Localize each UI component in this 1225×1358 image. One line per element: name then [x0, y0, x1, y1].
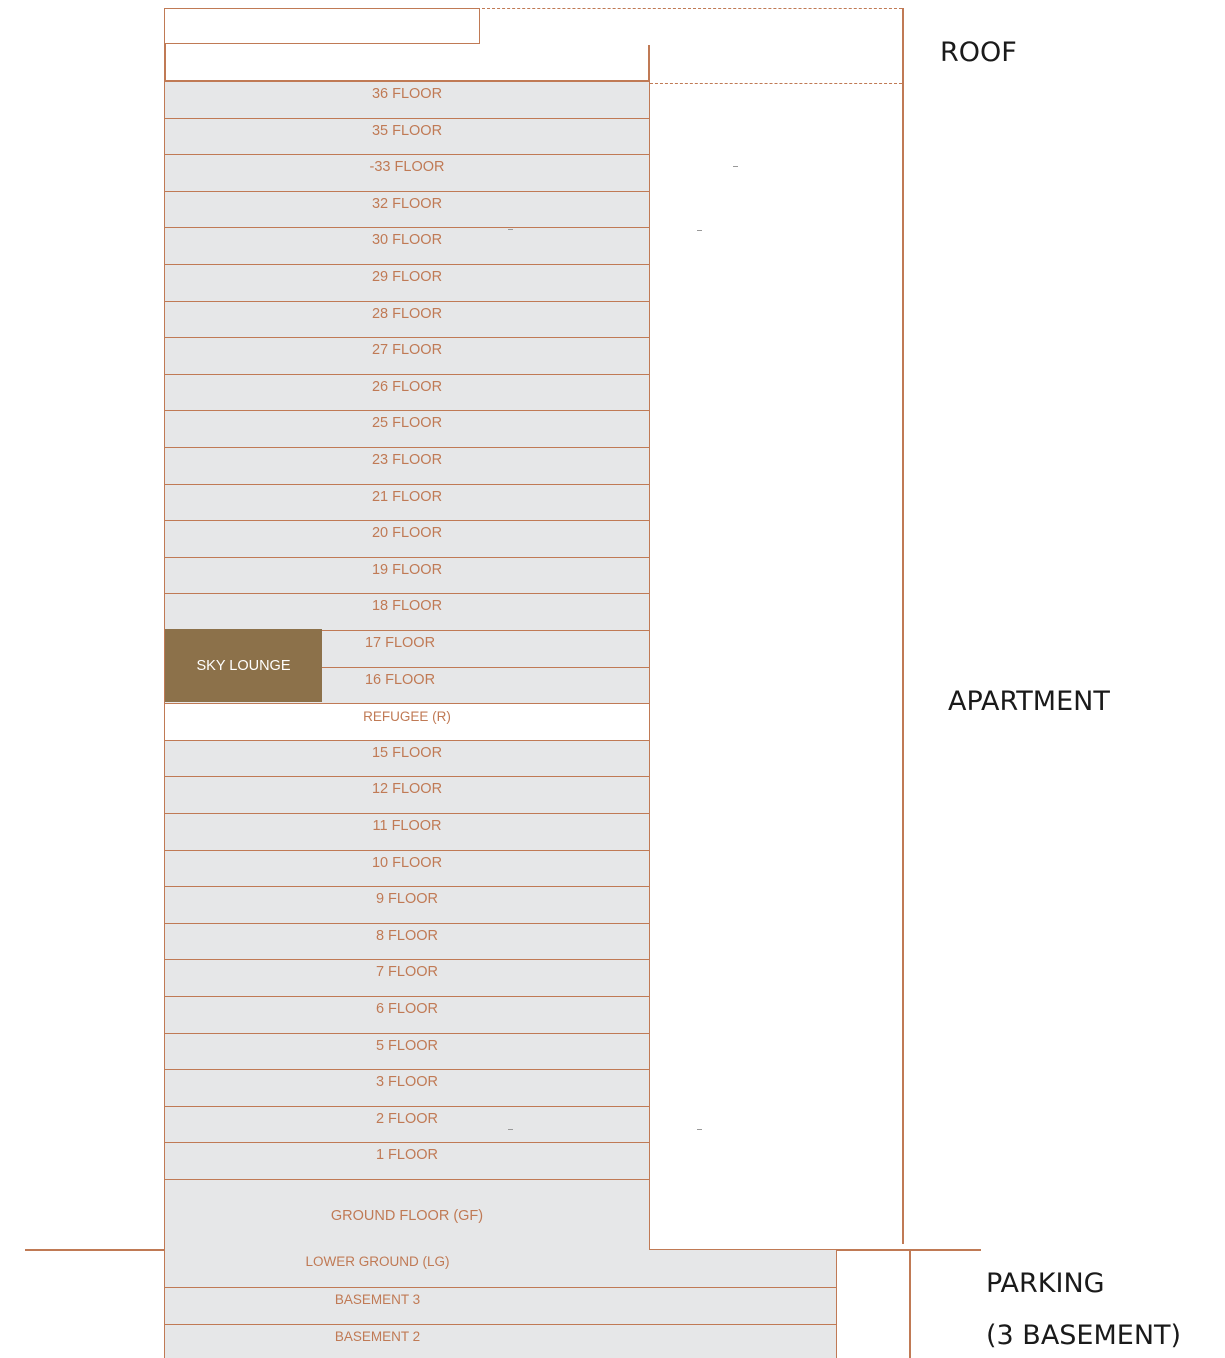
sky-lounge-block: [165, 629, 322, 702]
floor-label: 8 FLOOR: [375, 927, 439, 944]
floor-band: [165, 410, 649, 447]
floor-band: [165, 447, 649, 484]
sky-lounge-label: SKY LOUNGE: [196, 657, 291, 674]
floor-label: 28 FLOOR: [371, 305, 443, 322]
floor-band: [165, 776, 649, 813]
floor-label: GROUND FLOOR (GF): [330, 1207, 484, 1224]
floor-label: 23 FLOOR: [371, 452, 443, 468]
floor-label: 18 FLOOR: [371, 598, 443, 615]
floor-label: 25 FLOOR: [371, 415, 443, 432]
floor-band: [165, 520, 649, 557]
floor-label: 6 FLOOR: [375, 1001, 439, 1017]
floor-band: [165, 191, 649, 228]
floor-band: [165, 154, 649, 191]
podium-floor-label: BASEMENT 3: [334, 1292, 421, 1307]
floor-label: 30 FLOOR: [371, 232, 443, 249]
floor-band: [165, 1106, 649, 1143]
floor-label: 21 FLOOR: [371, 488, 443, 505]
floor-band: [165, 996, 649, 1033]
floor-label: 19 FLOOR: [371, 561, 443, 578]
floor-band: [165, 81, 649, 118]
floor-band: [165, 593, 649, 630]
floor-band: [165, 923, 649, 960]
building-outline-right: [902, 8, 904, 1244]
floor-band: [165, 813, 649, 850]
floor-label: 15 FLOOR: [371, 744, 443, 761]
floor-label: 26 FLOOR: [371, 378, 443, 395]
podium-floor-label: BASEMENT 2: [334, 1329, 421, 1344]
floor-band: [165, 740, 649, 777]
roof-parapet: [164, 8, 480, 44]
podium-floor-band: [165, 1324, 836, 1358]
floor-label: 27 FLOOR: [371, 342, 443, 359]
floor-band: [165, 557, 649, 594]
tick-mark: [733, 166, 738, 167]
apartment-label: APARTMENT: [948, 686, 1110, 717]
floor-label: 2 FLOOR: [375, 1110, 439, 1127]
floor-band: [165, 1033, 649, 1070]
podium-floor-label: LOWER GROUND (LG): [305, 1254, 450, 1269]
floor-band: [165, 374, 649, 411]
parking-basement-label: (3 BASEMENT): [986, 1320, 1182, 1351]
floor-label: 20 FLOOR: [371, 525, 443, 542]
floor-band: [165, 886, 649, 923]
floor-label: 29 FLOOR: [371, 269, 443, 285]
floor-band: [165, 118, 649, 155]
floor-band: [165, 227, 649, 264]
tick-mark: [508, 229, 513, 230]
floor-band: [165, 850, 649, 887]
floor-band: [165, 301, 649, 338]
parking-outline-right: [909, 1250, 911, 1358]
roof-dashed-top: [482, 8, 902, 9]
roof-label: ROOF: [940, 37, 1017, 68]
floor-label: 11 FLOOR: [372, 818, 442, 834]
floor-label: -33 FLOOR: [369, 159, 445, 176]
floor-label: 7 FLOOR: [375, 964, 439, 981]
floor-band: [165, 703, 649, 740]
tick-mark: [508, 1129, 513, 1130]
parking-label: PARKING: [986, 1268, 1105, 1299]
tick-mark: [697, 1129, 702, 1130]
floor-label: 12 FLOOR: [371, 781, 443, 798]
podium-floor-band: [165, 1287, 836, 1324]
floor-label: 1 FLOOR: [375, 1147, 439, 1164]
floor-label: 10 FLOOR: [371, 854, 443, 871]
floor-band: [165, 959, 649, 996]
floor-label: 16 FLOOR: [364, 671, 436, 688]
floor-label: 5 FLOOR: [375, 1037, 439, 1054]
tick-mark: [697, 230, 702, 231]
roof-dashed-level: [650, 83, 902, 84]
floor-band: [165, 1069, 649, 1106]
floor-label: 3 FLOOR: [375, 1074, 439, 1091]
floor-label: 9 FLOOR: [375, 891, 439, 908]
podium-floor-band: [165, 1250, 836, 1287]
floor-label: REFUGEE (R): [363, 709, 451, 725]
floor-band: [165, 264, 649, 301]
floor-band: [165, 1179, 649, 1250]
floor-label: 32 FLOOR: [371, 195, 443, 212]
floor-band: [165, 1142, 649, 1179]
floor-label: 17 FLOOR: [364, 635, 436, 651]
floor-band: [165, 484, 649, 521]
floor-label: 36 FLOOR: [371, 86, 443, 102]
floor-label: 35 FLOOR: [371, 122, 443, 139]
floor-band: [165, 337, 649, 374]
